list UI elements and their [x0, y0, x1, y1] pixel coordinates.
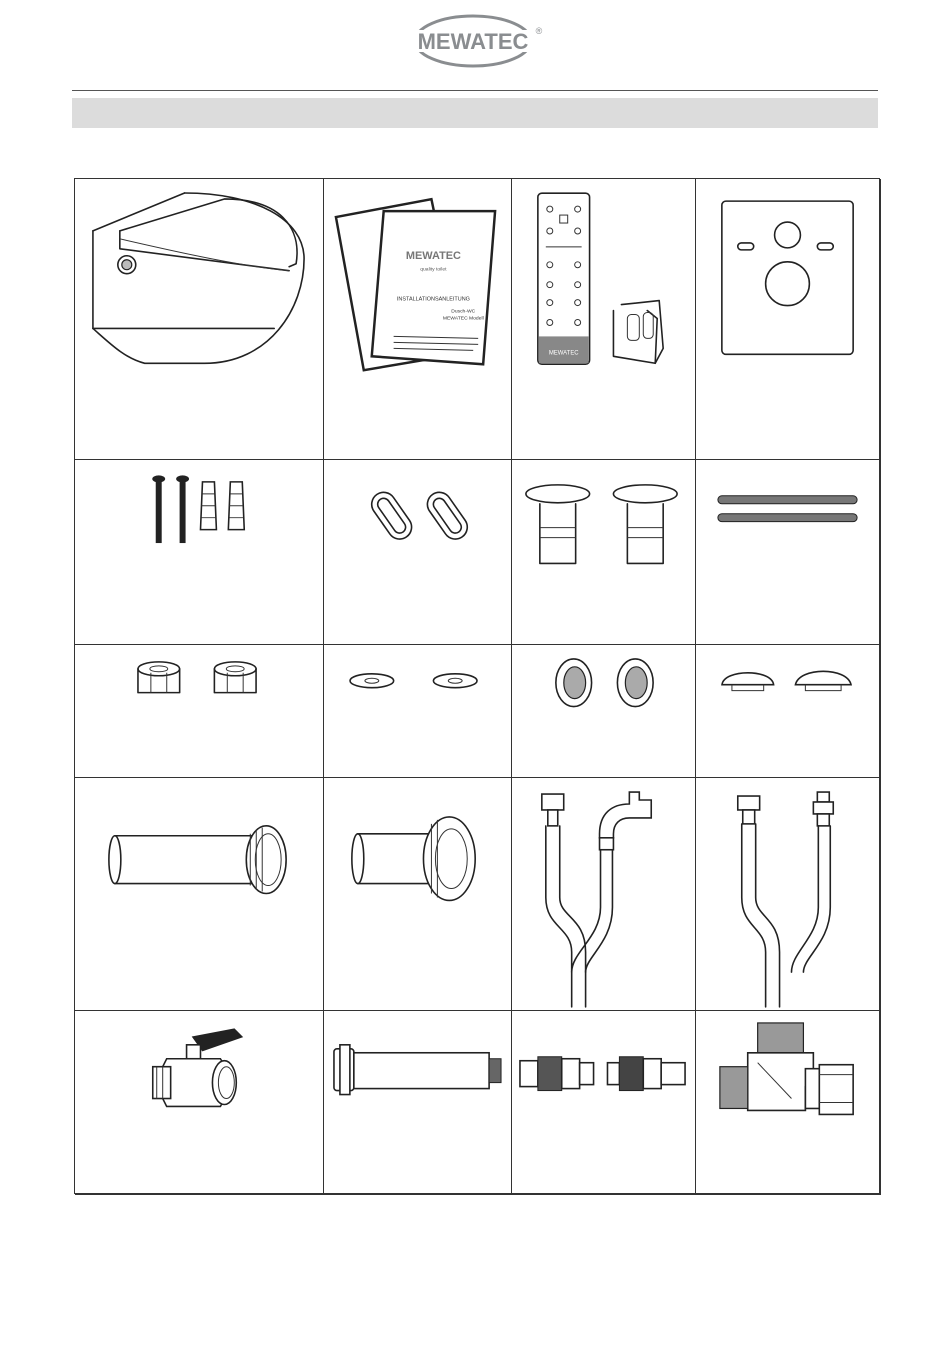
part-cell-water-filter [324, 1011, 512, 1195]
pipe-connectors-icon [512, 1011, 695, 1194]
logo-text: MEWATEC [417, 29, 529, 54]
toilet-bowl-icon [75, 179, 323, 459]
part-cell-cover-caps [696, 645, 881, 778]
manual-tagline: quality toilet [420, 267, 447, 273]
part-cell-hex-nuts [75, 645, 324, 778]
header-rule [72, 90, 878, 91]
part-cell-flange-sleeves [512, 460, 696, 645]
water-filter-icon [324, 1011, 511, 1194]
wall-plate-icon [696, 179, 880, 459]
hoses-straight-icon [696, 778, 880, 1010]
part-cell-manuals [324, 179, 512, 460]
part-cell-remote [512, 179, 696, 460]
manual-booklets-icon [324, 179, 511, 459]
manual-model-1: Dusch-WC [451, 309, 476, 315]
section-band [72, 98, 878, 128]
washers-icon [324, 645, 511, 777]
part-cell-hoses-straight [696, 778, 881, 1011]
part-cell-pipe-connectors [512, 1011, 696, 1195]
ball-valve-icon [75, 1011, 323, 1194]
part-cell-toilet [75, 179, 324, 460]
cover-caps-icon [696, 645, 880, 777]
part-cell-oval-rings [324, 460, 512, 645]
part-cell-wallplate [696, 179, 881, 460]
flange-sleeves-icon [512, 460, 695, 644]
rubber-seals-icon [512, 645, 695, 777]
drain-pipe-long-icon [75, 778, 323, 1010]
part-cell-screws [75, 460, 324, 645]
remote-brand: MEWATEC [548, 350, 579, 357]
part-cell-washers [324, 645, 512, 778]
manual-model-2: MEWATEC Modell [442, 316, 484, 322]
remote-control-icon [512, 179, 695, 459]
part-cell-drain-pipe-long [75, 778, 324, 1011]
part-cell-angle-valve [696, 1011, 881, 1195]
registered-mark: ® [535, 26, 543, 36]
manual-brand: MEWATEC [405, 249, 461, 262]
part-cell-rubber-seals [512, 645, 696, 778]
manual-heading: INSTALLATIONSANLEITUNG [396, 296, 470, 303]
part-cell-drain-pipe-short [324, 778, 512, 1011]
mewatec-logo [405, 10, 545, 72]
drain-pipe-short-icon [324, 778, 511, 1010]
part-cell-threaded-rods [696, 460, 881, 645]
angle-valve-icon [696, 1011, 880, 1194]
hex-nuts-icon [75, 645, 323, 777]
screws-and-dowels-icon [75, 460, 323, 644]
parts-grid [74, 178, 880, 1194]
hoses-angled-icon [512, 778, 695, 1010]
part-cell-ball-valve [75, 1011, 324, 1195]
oval-rings-icon [324, 460, 511, 644]
part-cell-hoses-angled [512, 778, 696, 1011]
threaded-rods-icon [696, 460, 880, 644]
